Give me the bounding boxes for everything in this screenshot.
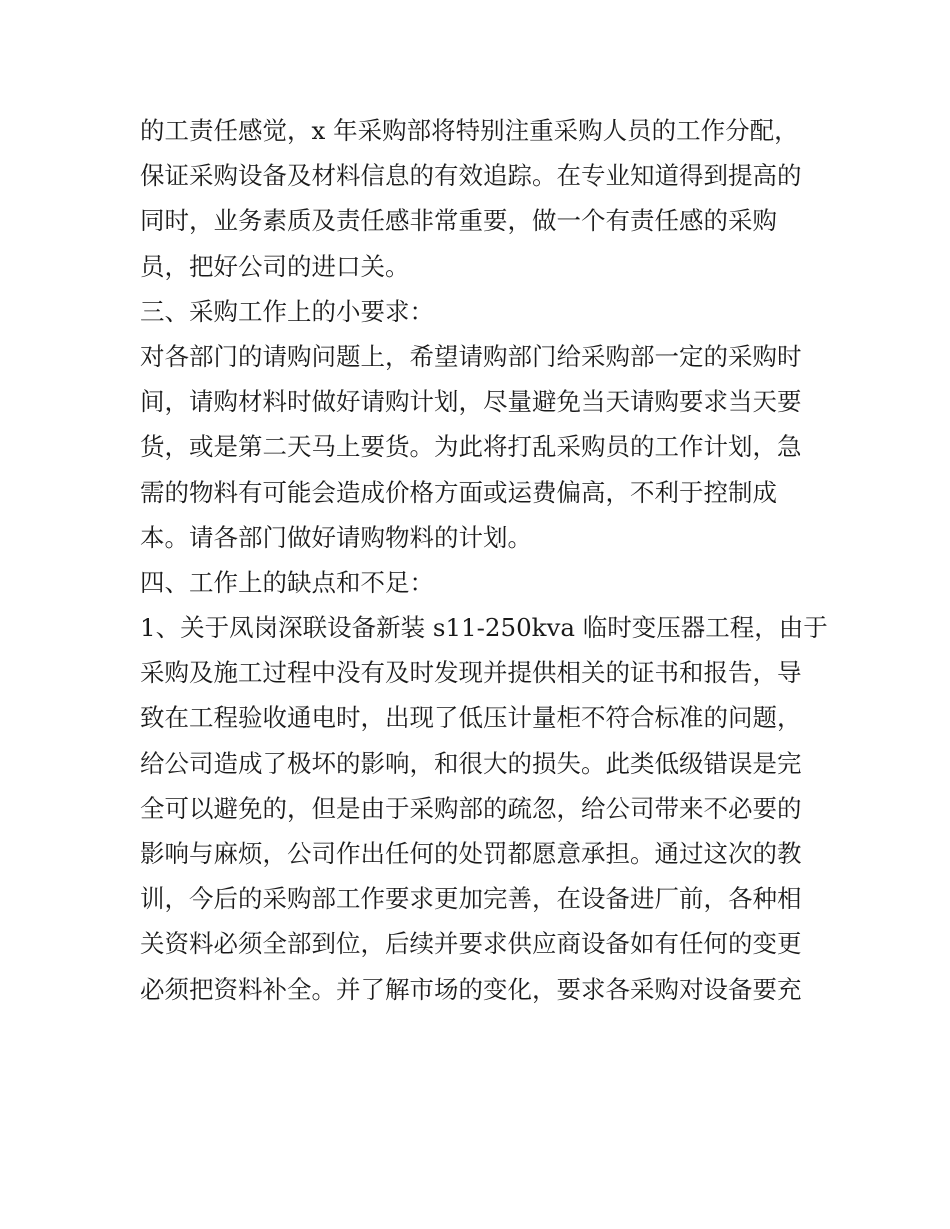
text-line: 同时，业务素质及责任感非常重要，做一个有责任感的采购	[140, 206, 777, 236]
section-heading: 四、工作上的缺点和不足：	[140, 567, 434, 597]
text-line: 货，或是第二天马上要货。为此将打乱采购员的工作计划，急	[140, 432, 802, 462]
text-line: 必须把资料补全。并了解市场的变化，要求各采购对设备要充	[140, 974, 802, 1004]
text-line: 全可以避免的，但是由于采购部的疏忽，给公司带来不必要的	[140, 793, 802, 823]
text-line: 需的物料有可能会造成价格方面或运费偏高，不利于控制成	[140, 477, 777, 507]
text-line: 致在工程验收通电时，出现了低压计量柜不符合标准的问题，	[140, 703, 802, 733]
text-line: 对各部门的请购问题上，希望请购部门给采购部一定的采购时	[140, 341, 802, 371]
text-line: 间，请购材料时做好请购计划，尽量避免当天请购要求当天要	[140, 387, 802, 417]
text-line: 本。请各部门做好请购物料的计划。	[140, 522, 532, 552]
list-item-line: 1、关于凤岗深联设备新装 s11-250kva 临时变压器工程，由于	[140, 613, 828, 643]
body-text	[140, 108, 828, 1012]
text-line: 训，今后的采购部工作要求更加完善，在设备进厂前，各种相	[140, 884, 802, 914]
text-line: 保证采购设备及材料信息的有效追踪。在专业知道得到提高的	[140, 161, 802, 191]
text-line: 影响与麻烦，公司作出任何的处罚都愿意承担。通过这次的教	[140, 839, 802, 868]
text-line: 给公司造成了极坏的影响，和很大的损失。此类低级错误是完	[140, 748, 802, 778]
section-heading: 三、采购工作上的小要求：	[140, 296, 434, 326]
text-line: 员，把好公司的进口关。	[140, 251, 410, 281]
text-line: 的工责任感觉，x 年采购部将特别注重采购人员的工作分配，	[140, 116, 799, 145]
text-line: 关资料必须全部到位，后续并要求供应商设备如有任何的变更	[140, 929, 802, 959]
text-line: 采购及施工过程中没有及时发现并提供相关的证书和报告，导	[140, 658, 802, 688]
